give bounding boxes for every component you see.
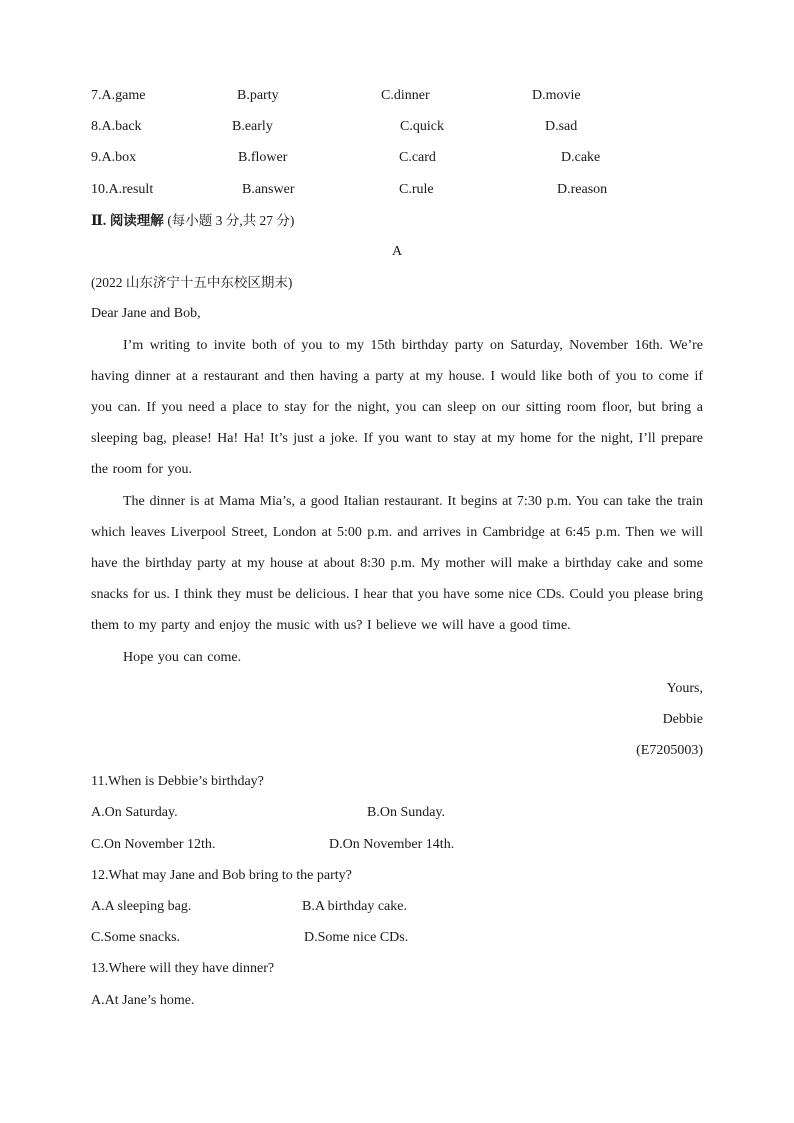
- option-row-8: [91, 111, 703, 142]
- question-11-options-ab: [91, 797, 703, 828]
- section-heading: [91, 205, 703, 236]
- option-11d: D.On November 14th.: [329, 836, 455, 852]
- section-title: 阅读理解: [109, 212, 164, 229]
- letter-greeting: Dear Jane and Bob,: [91, 306, 201, 322]
- option-13a: A.At Jane’s home.: [91, 992, 195, 1008]
- worksheet-page: [91, 80, 703, 1016]
- option-7a: 7.A.game: [91, 88, 146, 103]
- option-12a: A.A sleeping bag.: [91, 899, 192, 915]
- option-10c: C.rule: [399, 181, 434, 197]
- option-7b: B.party: [237, 88, 279, 103]
- option-11a: A.On Saturday.: [91, 805, 178, 821]
- letter-paragraph-2: The dinner is at Mama Mia’s, a good Italian restaurant. It begins at 7:30 p.m. You can take the train which leaves Liverpool Street, London at 5:00 p.m. and arrives in Cambridge at 6:45 p.m. Then we will have the birthday party at my house at about 8:30 p.m. My mother will make a birthday cake and some snacks for us. I think they must be delicious. I hear that you have some nice CDs. Could you please bring them to my party and enjoy the music with us? I believe we will have a good time.: [91, 493, 703, 634]
- option-11b: B.On Sunday.: [367, 805, 446, 821]
- option-row-10: [91, 174, 703, 205]
- section-number: Ⅱ.: [91, 213, 107, 229]
- option-8b: B.early: [232, 119, 273, 135]
- letter-paragraph-1: I’m writing to invite both of you to my 15th birthday party on Saturday, November 16th. We’re having dinner at a restaurant and then having a party at my house. I would like both of you to come if you can. If you need a place to stay for the night, you can sleep on our sitting room floor, but bring a sleeping bag, please! Ha! Ha! It’s just a joke. If you want to stay at my home for the night, I’ll prepare the room for you.: [91, 337, 703, 478]
- option-7d: D.movie: [532, 88, 581, 103]
- option-10b: B.answer: [242, 181, 295, 197]
- passage-source: (2022 山东济宁十五中东校区期末): [91, 275, 293, 291]
- option-11c: C.On November 12th.: [91, 836, 216, 852]
- question-12-options-ab: [91, 891, 703, 922]
- option-8c: C.quick: [400, 119, 444, 135]
- option-10a: 10.A.result: [91, 181, 154, 197]
- option-row-7: [91, 80, 703, 111]
- option-row-9: [91, 142, 703, 173]
- letter-signature: Debbie: [662, 711, 703, 727]
- question-11-options-cd: [91, 829, 703, 860]
- option-12d: D.Some nice CDs.: [304, 930, 409, 946]
- letter-closing: Yours,: [666, 680, 703, 696]
- option-9a: 9.A.box: [91, 150, 137, 166]
- question-11-stem: 11.When is Debbie’s birthday?: [91, 774, 264, 790]
- option-10d: D.reason: [557, 181, 608, 197]
- option-8d: D.sad: [545, 119, 578, 135]
- section-note: (每小题 3 分,共 27 分): [167, 212, 295, 228]
- passage-label: A: [391, 243, 403, 259]
- option-12c: C.Some snacks.: [91, 930, 181, 946]
- passage-code: (E7205003): [636, 743, 703, 759]
- option-9b: B.flower: [238, 150, 288, 166]
- option-7c: C.dinner: [381, 88, 430, 103]
- option-8a: 8.A.back: [91, 119, 142, 135]
- option-12b: B.A birthday cake.: [302, 899, 407, 915]
- question-12-stem: 12.What may Jane and Bob bring to the party?: [91, 867, 352, 883]
- option-9d: D.cake: [561, 150, 601, 166]
- question-13-option-a: [91, 985, 703, 1016]
- question-13-stem: 13.Where will they have dinner?: [91, 961, 275, 977]
- question-12-options-cd: [91, 922, 703, 953]
- letter-paragraph-3: Hope you can come.: [123, 649, 242, 665]
- option-9c: C.card: [399, 150, 436, 166]
